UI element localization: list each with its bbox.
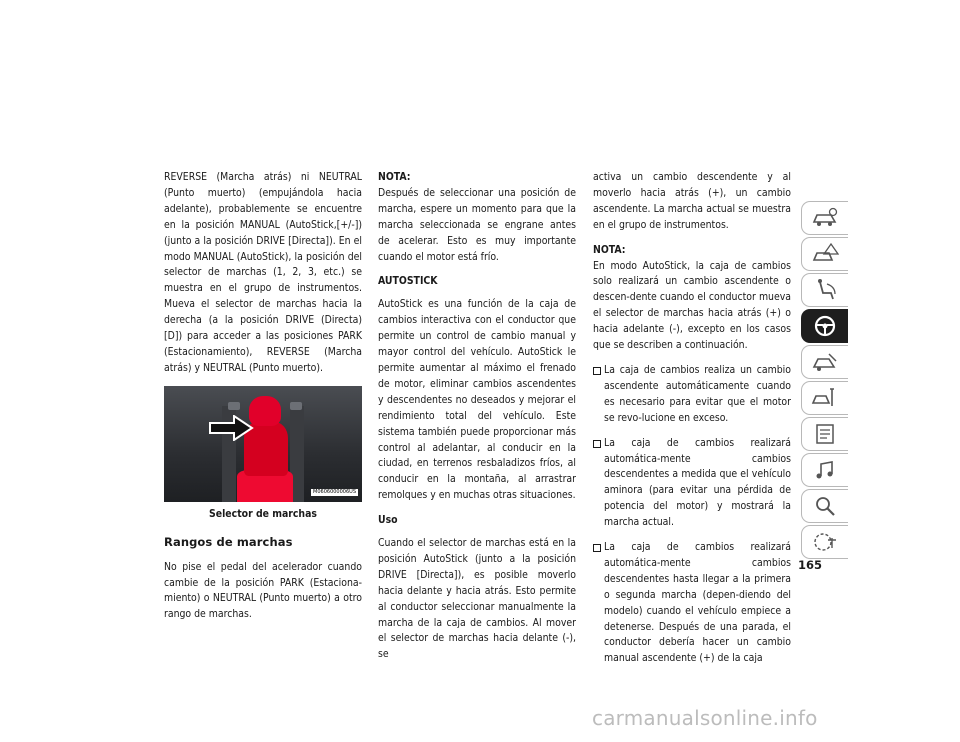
list-item: La caja de cambios realizará automática-mente cambios descendentes hasta llegar a la primera o segunda marcha (depen-diendo del modelo) cuando el vehículo empiece a detenerse. Después de una parada, el conductor debería hacer un cambio manual ascendente (+) de la caja [593, 540, 791, 667]
subsection-title: Uso [378, 514, 398, 527]
tab-index[interactable] [801, 489, 848, 523]
checkbox-bullet-icon [593, 440, 601, 448]
column-1 [164, 170, 362, 632]
figure-code: M0606000006US [313, 488, 356, 495]
gear-selector-figure [164, 386, 362, 502]
paragraph: No pise el pedal del acelerador cuando cambie de la posición PARK (Estaciona-miento) o NEUTRAL (Punto muerto) a otro rango de marchas. [164, 560, 362, 621]
checkbox-bullet-icon [593, 544, 601, 552]
arrow-icon [208, 415, 254, 441]
column-3 [593, 170, 791, 676]
list-item: La caja de cambios realizará automática-mente cambios descendentes a medida que el vehículo aminora (para evitar una pérdida de potencia del motor) y mostrará la marcha actual. [593, 436, 791, 531]
specifications-icon [811, 422, 839, 446]
car-info-icon [811, 206, 839, 230]
tab-multimedia[interactable] [801, 453, 848, 487]
car-service-icon [811, 386, 839, 410]
figure-caption: Selector de marchas [209, 507, 317, 520]
tab-car-info[interactable] [801, 201, 848, 235]
seat-safety-icon [811, 278, 839, 302]
checkbox-bullet-icon [593, 367, 601, 375]
note-text: Después de seleccionar una posición de marcha, espere un momento para que la marcha seleccionada se engrane antes de acelerar. Esto es muy importante cuando el motor está frío. [378, 186, 576, 263]
list-item: La caja de cambios realiza un cambio ascendente automáticamente cuando es necesario para evitar que el motor se revo-lucione en exceso. [593, 363, 791, 427]
car-warning-icon [811, 242, 839, 266]
search-icon [811, 494, 839, 518]
section-title: Rangos de marchas [164, 534, 293, 549]
paragraph: REVERSE (Marcha atrás) ni NEUTRAL (Punto muerto) (empujándola hacia adelante), probablemente se encuentre en la posición MANUAL (AutoStick,[+/-]) (junto a la posición DRIVE [Directa]). En el modo MANUAL (AutoStick), la posición del selector de marchas (1, 2, 3, etc.) se muestra en el grupo de instrumentos. Mueva el selector de marchas hacia la derecha (a la posición DRIVE (Directa) [D]) para acceder a las posiciones PARK (Estacionamiento), REVERSE (Marcha atrás) y NEUTRAL (Punto muerto). [164, 171, 362, 374]
tab-car-warning[interactable] [801, 237, 848, 271]
language-icon [811, 530, 839, 554]
steering-wheel-icon [811, 314, 839, 338]
tab-emergency[interactable] [801, 345, 848, 379]
watermark[interactable]: carmanualsonline.info [592, 706, 818, 730]
car-breakdown-icon [811, 350, 839, 374]
chapter-tabs [801, 201, 848, 561]
tab-starting-operating[interactable] [801, 309, 848, 343]
bullet-list [593, 363, 791, 667]
tab-specifications[interactable] [801, 417, 848, 451]
note-text: En modo AutoStick, la caja de cambios solo realizará un cambio ascendente o descen-dente cuando el conductor mueva el selector de marchas hacia atrás (+) o hacia adelante (-), excepto en los casos que se describen a continuación. [593, 259, 791, 352]
note-label: NOTA: [378, 171, 411, 183]
column-2 [378, 170, 576, 672]
paragraph: activa un cambio descendente y al moverlo hacia atrás (+), un cambio ascendente. La marcha actual se muestra en el grupo de instrumentos. [593, 171, 791, 231]
tab-servicing[interactable] [801, 381, 848, 415]
subsection-title: AUTOSTICK [378, 275, 438, 288]
page-number: 165 [798, 558, 823, 572]
paragraph: AutoStick es una función de la caja de cambios interactiva con el conductor que permite un control de cambio manual y mayor control del vehículo. AutoStick le permite aumentar al máximo el frenado de motor, eliminar cambios ascendentes y descendentes no deseados y mejorar el rendimiento total del vehículo. Este sistema también puede proporcionar más control al adelantar, al conducir en la ciudad, en terrenos resbaladizos fríos, al conducir en la montaña, al arrastrar remolques y en muchas otras situaciones. [378, 298, 576, 502]
tab-seat-safety[interactable] [801, 273, 848, 307]
paragraph: Cuando el selector de marchas está en la posición AutoStick (junto a la posición DRIVE [Directa]), es posible moverlo hacia delante y hacia atrás. Esto permite al conductor seleccionar manualmente la marcha de la caja de cambios. Al mover el selector de marchas hacia delante (-), se [378, 537, 576, 661]
tab-language[interactable] [801, 525, 848, 559]
note-label: NOTA: [593, 243, 626, 256]
multimedia-icon [811, 458, 839, 482]
